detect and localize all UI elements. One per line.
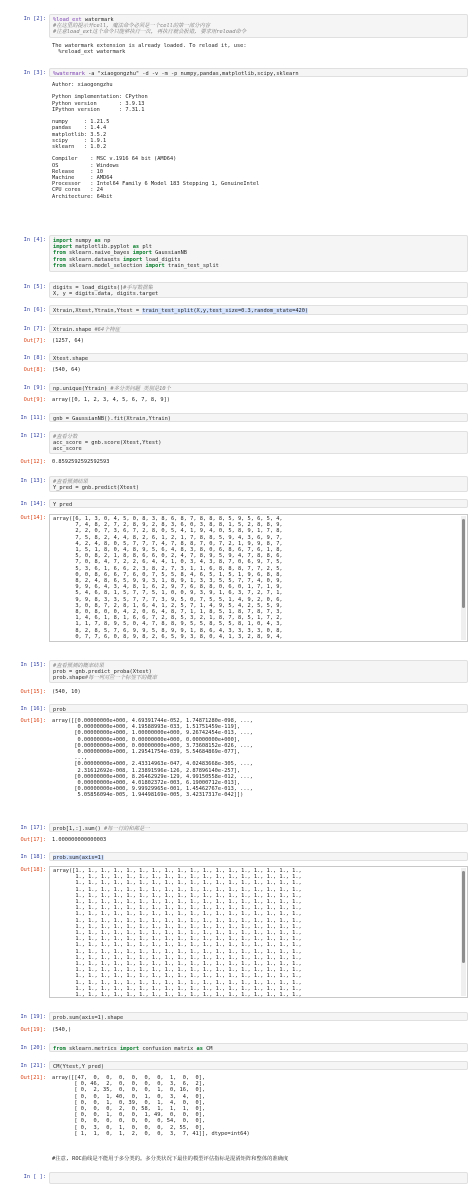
- input-prompt: In [5]:: [23, 284, 46, 290]
- output-prompt: Out[7]:: [23, 338, 46, 344]
- input-prompt: In [9]:: [23, 385, 46, 391]
- cell-output: (1257, 64): [52, 338, 84, 344]
- input-prompt: In [8]:: [23, 355, 46, 361]
- cell-output: array([[47, 0, 0, 0, 0, 0, 0, 1, 0, 0], [ 0, 46, 2, 0, 0, 0, 0, 3, 6, 2], [ 0, 2, 35, 0, 0, 0, 1, 0, 16, 0], [ 0, 0, 1, 40, 0, 1, 0, 3, 4, 0], [ 0, 0, 1, 0, 39, 0, 1, 4, 0, 0], [ 0, 0, 0, 2, 0, 58, 1, 1, 1, 0], [ 0, 0, 1, 0, 0, 1, 49, 0, 0, 0], [ 0, 0, 0, 0, 0, 0, 0, 54, 0, 0], [ 0, 3, 0, 1, 0, 0, 0, 2, 55, 0], [ 1, 1, 0, 1, 2, 0, 0, 3, 7, 41]], dtype=int64): [52, 1075, 250, 1137]
- input-prompt: In [15]:: [20, 662, 46, 668]
- output-prompt: Out[15]:: [20, 689, 46, 695]
- input-prompt: In [4]:: [23, 237, 46, 243]
- markdown-note[interactable]: #注意, ROC曲线是不能用于多分类的。多分类状况下最佳的模型评估指标是混淆矩阵和整体的准确度: [49, 1154, 468, 1163]
- code-input[interactable]: prob.sum(axis=1): [49, 852, 468, 861]
- output-prompt: Out[12]:: [20, 459, 46, 465]
- code-input[interactable]: Xtrain,Xtest,Ytrain,Ytest = train_test_split(X,y,test_size=0.3,random_state=420): [49, 305, 468, 315]
- input-prompt: In [19]:: [20, 1014, 46, 1020]
- input-prompt: In [14]:: [20, 501, 46, 507]
- output-prompt: Out[21]:: [20, 1075, 46, 1081]
- code-input[interactable]: digits = load_digits()#手写数据集 X, y = digits.data, digits.target: [49, 282, 468, 298]
- cell-output: 0.8592592592592593: [52, 459, 110, 465]
- input-prompt: In [20]:: [20, 1045, 46, 1051]
- code-input[interactable]: from sklearn.metrics import confusion_matrix as CM: [49, 1043, 468, 1052]
- input-prompt: In [12]:: [20, 433, 46, 439]
- cell-output: (540,): [52, 1027, 72, 1033]
- input-prompt: In [ ]:: [23, 1174, 46, 1180]
- cell-output: The watermark extension is already loaded. To reload it, use: %reload_ext watermark: [52, 43, 247, 56]
- code-input[interactable]: np.unique(Ytrain) #多分类问题 类别是10个: [49, 383, 468, 392]
- code-input[interactable]: prob[1,:].sum() #每一行的和都是一: [49, 823, 468, 832]
- output-prompt: Out[16]:: [20, 718, 46, 724]
- cell-output: (540, 64): [52, 367, 81, 373]
- code-input[interactable]: import numpy as np import matplotlib.pyplot as plt from sklearn.naive_bayes import GaussianNB from sklearn.datasets import load_digits from sklearn.model_selection import train_test_split: [49, 235, 468, 272]
- code-input[interactable]: #查看预测的概率结果 prob = gnb.predict_proba(Xtest) prob.shape#每一列对应一个标签下的概率: [49, 660, 468, 683]
- input-prompt: In [3]:: [23, 70, 46, 76]
- output-scrollbar[interactable]: [461, 868, 466, 996]
- code-input[interactable]: CM(Ytest,Y_pred): [49, 1061, 468, 1070]
- output-prompt: Out[8]:: [23, 367, 46, 373]
- output-scrollbar[interactable]: [461, 516, 466, 640]
- output-prompt: Out[18]:: [20, 867, 46, 873]
- input-prompt: In [13]:: [20, 478, 46, 484]
- input-prompt: In [11]:: [20, 415, 46, 421]
- scrollable-output[interactable]: array([6, 1, 3, 0, 4, 5, 0, 8, 3, 8, 6, 8, 7, 8, 8, 8, 5, 9, 5, 6, 5, 4, 7, 4, 8, 2, 7, 2, 8, 9, 2, 8, 3, 6, 0, 3, 8, 8, 1, 5, 2, 8, 8, 9, 2, 2, 0, 7, 3, 6, 7, 2, 8, 0, 5, 4, 1, 9, 4, 0, 5, 8, 9, 1, 7, 8, 7, 5, 8, 2, 4, 4, 8, 2, 6, 1, 2, 1, 7, 8, 8, 5, 9, 4, 3, 6, 9, 7, 4, 2, 4, 8, 0, 5, 7, 7, 7, 4, 7, 8, 8, 7, 0, 7, 2, 1, 9, 9, 8, 7, 1, 5, 1, 8, 0, 4, 8, 9, 5, 6, 4, 8, 3, 8, 0, 6, 8, 6, 7, 6, 1, 8, 5, 0, 8, 2, 1, 8, 8, 6, 6, 0, 2, 4, 7, 8, 9, 5, 9, 4, 7, 8, 8, 6, 7, 0, 8, 4, 7, 2, 2, 6, 4, 4, 1, 0, 3, 4, 3, 8, 7, 0, 6, 9, 7, 5, 5, 3, 6, 1, 6, 6, 2, 3, 8, 2, 7, 3, 1, 1, 6, 8, 8, 8, 7, 7, 2, 5, 0, 0, 8, 6, 6, 7, 6, 0, 7, 5, 5, 8, 4, 6, 5, 1, 5, 1, 9, 6, 8, 8, 8, 2, 4, 8, 6, 5, 9, 9, 3, 1, 8, 9, 1, 3, 3, 5, 5, 7, 7, 4, 0, 9, 9, 9, 6, 4, 3, 4, 8, 1, 6, 2, 9, 7, 6, 8, 8, 0, 6, 0, 1, 7, 1, 9, 5, 4, 6, 8, 1, 5, 7, 7, 5, 1, 0, 0, 9, 3, 9, 1, 6, 3, 7, 2, 7, 1, 9, 9, 8, 3, 3, 5, 7, 7, 7, 3, 9, 5, 0, 7, 5, 5, 1, 4, 9, 2, 0, 6, 3, 0, 8, 7, 2, 8, 1, 6, 4, 1, 2, 5, 7, 1, 4, 9, 5, 4, 2, 5, 5, 9, 8, 0, 8, 0, 0, 4, 2, 0, 6, 4, 8, 7, 1, 1, 8, 5, 1, 8, 7, 8, 7, 3, 1, 4, 6, 1, 8, 1, 6, 6, 7, 2, 8, 5, 3, 2, 1, 8, 7, 8, 5, 1, 7, 2, 1, 1, 7, 8, 9, 5, 0, 4, 7, 8, 8, 9, 5, 5, 8, 5, 5, 8, 1, 0, 4, 3, 8, 2, 8, 5, 7, 6, 9, 9, 5, 8, 9, 9, 1, 8, 6, 4, 3, 3, 3, 3, 0, 8, 0, 7, 7, 6, 0, 8, 9, 8, 2, 6, 5, 9, 3, 8, 0, 4, 1, 3, 2, 8, 9, 4,: [49, 514, 468, 642]
- input-prompt: In [2]:: [23, 16, 46, 22]
- input-prompt: In [16]:: [20, 706, 46, 712]
- code-input[interactable]: Y_pred: [49, 499, 468, 508]
- code-input[interactable]: %watermark -a "xiaogongzhu" -d -v -m -p numpy,pandas,matplotlib,scipy,sklearn: [49, 68, 468, 77]
- output-prompt: Out[17]:: [20, 837, 46, 843]
- code-input[interactable]: #查看预测结果 Y_pred = gnb.predict(Xtest): [49, 476, 468, 492]
- code-input[interactable]: [49, 1172, 468, 1184]
- input-prompt: In [21]:: [20, 1063, 46, 1069]
- output-prompt: Out[19]:: [20, 1027, 46, 1033]
- cell-output: array([0, 1, 2, 3, 4, 5, 6, 7, 8, 9]): [52, 397, 170, 403]
- input-prompt: In [18]:: [20, 854, 46, 860]
- scrollable-output[interactable]: array([1., 1., 1., 1., 1., 1., 1., 1., 1., 1., 1., 1., 1., 1., 1., 1., 1., 1., 1., 1., 1., 1., 1., 1., 1., 1., 1., 1., 1., 1., 1., 1., 1., 1., 1., 1., 1., 1., 1., 1., 1., 1., 1., 1., 1., 1., 1., 1., 1., 1., 1., 1., 1., 1., 1., 1., 1., 1., 1., 1., 1., 1., 1., 1., 1., 1., 1., 1., 1., 1., 1., 1., 1., 1., 1., 1., 1., 1., 1., 1., 1., 1., 1., 1., 1., 1., 1., 1., 1., 1., 1., 1., 1., 1., 1., 1., 1., 1., 1., 1., 1., 1., 1., 1., 1., 1., 1., 1., 1., 1., 1., 1., 1., 1., 1., 1., 1., 1., 1., 1., 1., 1., 1., 1., 1., 1., 1., 1., 1., 1., 1., 1., 1., 1., 1., 1., 1., 1., 1., 1., 1., 1., 1., 1., 1., 1., 1., 1., 1., 1., 1., 1., 1., 1., 1., 1., 1., 1., 1., 1., 1., 1., 1., 1., 1., 1., 1., 1., 1., 1., 1., 1., 1., 1., 1., 1., 1., 1., 1., 1., 1., 1., 1., 1., 1., 1., 1., 1., 1., 1., 1., 1., 1., 1., 1., 1., 1., 1., 1., 1., 1., 1., 1., 1., 1., 1., 1., 1., 1., 1., 1., 1., 1., 1., 1., 1., 1., 1., 1., 1., 1., 1., 1., 1., 1., 1., 1., 1., 1., 1., 1., 1., 1., 1., 1., 1., 1., 1., 1., 1., 1., 1., 1., 1., 1., 1., 1., 1., 1., 1., 1., 1., 1., 1., 1., 1., 1., 1., 1., 1., 1., 1., 1., 1., 1., 1., 1., 1., 1., 1., 1., 1., 1., 1., 1., 1., 1., 1., 1., 1., 1., 1., 1., 1., 1., 1., 1., 1., 1., 1., 1., 1., 1., 1., 1., 1., 1., 1., 1., 1., 1., 1., 1., 1., 1., 1., 1., 1., 1., 1., 1., 1., 1., 1., 1., 1., 1., 1., 1., 1., 1., 1., 1., 1., 1., 1., 1., 1., 1., 1., 1., 1., 1., 1., 1., 1., 1., 1., 1., 1., 1., 1., 1., 1., 1., 1., 1., 1., 1., 1., 1., 1., 1., 1., 1., 1., 1., 1., 1., 1., 1., 1., 1., 1., 1., 1., 1., 1., 1., 1., 1., 1., 1., 1., 1., 1., 1., 1.,: [49, 866, 468, 998]
- code-input[interactable]: gnb = GaussianNB().fit(Xtrain,Ytrain): [49, 413, 468, 422]
- output-prompt: Out[14]:: [20, 515, 46, 521]
- code-input[interactable]: Xtrain.shape #64个特征: [49, 324, 468, 333]
- code-input[interactable]: %load_ext watermark #在这里的提示开cell, 魔法命令必须是一个cell的第一部分内容 #注意load_ext这个命令只能够执行一次, 再执行就会报错, 要求用reload命令: [49, 14, 468, 38]
- code-input[interactable]: Xtest.shape: [49, 353, 468, 362]
- cell-output: array([[0.00000000e+000, 4.69391744e-052, 1.74871280e-098, ..., 0.00000000e+000, 4.19588993e-033, 1.51751459e-119], [0.00000000e+000, 1.00000000e+000, 9.26742454e-013, ..., 0.00000000e+000, 0.00000000e+000, 0.00000000e+000], [0.00000000e+000, 0.00000000e+000, 3.73608152e-026, ..., 0.00000000e+000, 1.29541754e-039, 5.54684869e-077], ..., [0.00000000e+000, 2.43314963e-047, 4.02483668e-305, ..., 2.31612692e-008, 1.23891596e-126, 2.87896140e-257], [0.00000000e+000, 8.26462929e-129, 4.99150558e-012, ..., 0.00000000e+000, 4.01802372e-003, 6.19000712e-013], [0.00000000e+000, 9.99929965e-001, 1.45462767e-013, ..., 5.05856094e-005, 1.94498169e-005, 3.42317317e-042]]): [52, 718, 253, 799]
- scrollbar-thumb[interactable]: [462, 519, 465, 608]
- output-prompt: Out[9]:: [23, 397, 46, 403]
- cell-output: 1.000000000000003: [52, 837, 107, 843]
- cell-output: (540, 10): [52, 689, 81, 695]
- code-input[interactable]: #查看分数 acc_score = gnb.score(Xtest,Ytest) acc_score: [49, 431, 468, 454]
- input-prompt: In [6]:: [23, 307, 46, 313]
- code-input[interactable]: prob.sum(axis=1).shape: [49, 1012, 468, 1021]
- cell-output: Author: xiaogongzhu Python implementation: CPython Python version : 3.9.13 IPython version : 7.31.1 numpy : 1.21.5 pandas : 1.4.4 matplotlib: 3.5.2 scipy : 1.9.1 sklearn : 1.0.2 Compiler : MSC v.1916 64 bit (AMD64) OS : Windows Release : 10 Machine : AMD64 Processor : Intel64 Family 6 Model 183 Stepping 1, GenuineIntel CPU cores : 24 Architecture: 64bit: [52, 82, 260, 200]
- code-input[interactable]: prob: [49, 704, 468, 713]
- input-prompt: In [17]:: [20, 825, 46, 831]
- input-prompt: In [7]:: [23, 326, 46, 332]
- scrollbar-thumb[interactable]: [462, 871, 465, 963]
